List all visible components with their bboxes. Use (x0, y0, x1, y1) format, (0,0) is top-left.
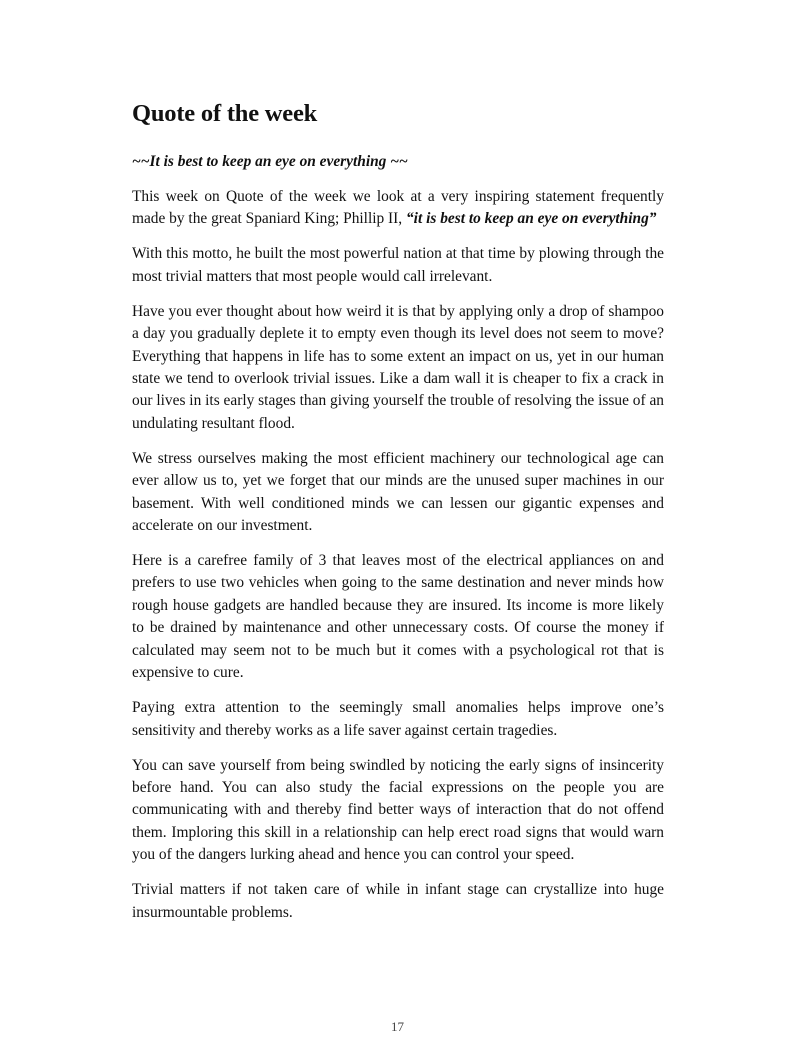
document-page (132, 98, 664, 937)
paragraph-5: Paying extra attention to the seemingly small anomalies helps improve one’s sensitivity and thereby works as a life saver against certain tragedies. (132, 699, 664, 739)
intro-text: This week on Quote of the week we look at a very inspiring statement frequently made by the great Spaniard King; Phillip II, (132, 188, 664, 228)
paragraph-1: With this motto, he built the most powerful nation at that time by plowing through the most trivial matters that most people would call irrelevant. (132, 245, 664, 285)
intro-paragraph (132, 186, 664, 231)
paragraph-3: We stress ourselves making the most efficient machinery our technological age can ever allow us to, yet we forget that our minds are the unused super machines in our basement. With well conditioned minds we can lessen our gigantic expenses and accelerate on our investment. (132, 449, 664, 535)
quote-subtitle: ~~It is best to keep an eye on everything ~~ (132, 153, 408, 170)
page-number: 17 (391, 1019, 404, 1034)
paragraph-7: Trivial matters if not taken care of while in infant stage can crystallize into huge insurmountable problems. (132, 881, 664, 921)
page-title: Quote of the week (132, 100, 318, 127)
paragraph-6: You can save yourself from being swindled by noticing the early signs of insincerity before hand. You can also study the facial expressions on the people you are communicating with and thereby find better ways of interaction that do not offend them. Imploring this skill in a relationship can help erect road signs that would warn you of the dangers lurking ahead and hence you can control your speed. (132, 756, 664, 864)
paragraph-2: Have you ever thought about how weird it is that by applying only a drop of shampoo a day you gradually deplete it to empty even though its level does not seem to move? Everything that happens in life has to some extent an impact on us, yet in our human state we tend to overlook trivial issues. Like a dam wall it is cheaper to fix a crack in our lives in its early stages than giving yourself the trouble of resolving the issue of an undulating resultant flood. (132, 302, 664, 432)
paragraph-4: Here is a carefree family of 3 that leaves most of the electrical appliances on and prefers to use two vehicles when going to the same destination and never minds how rough house gadgets are handled because they are insured. Its income is more likely to be drained by maintenance and other unnecessary costs. Of course the money if calculated may seem not to be much but it comes with a psychological rot that is expensive to cure. (132, 552, 664, 682)
intro-quote: “it is best to keep an eye on everything” (405, 210, 657, 228)
